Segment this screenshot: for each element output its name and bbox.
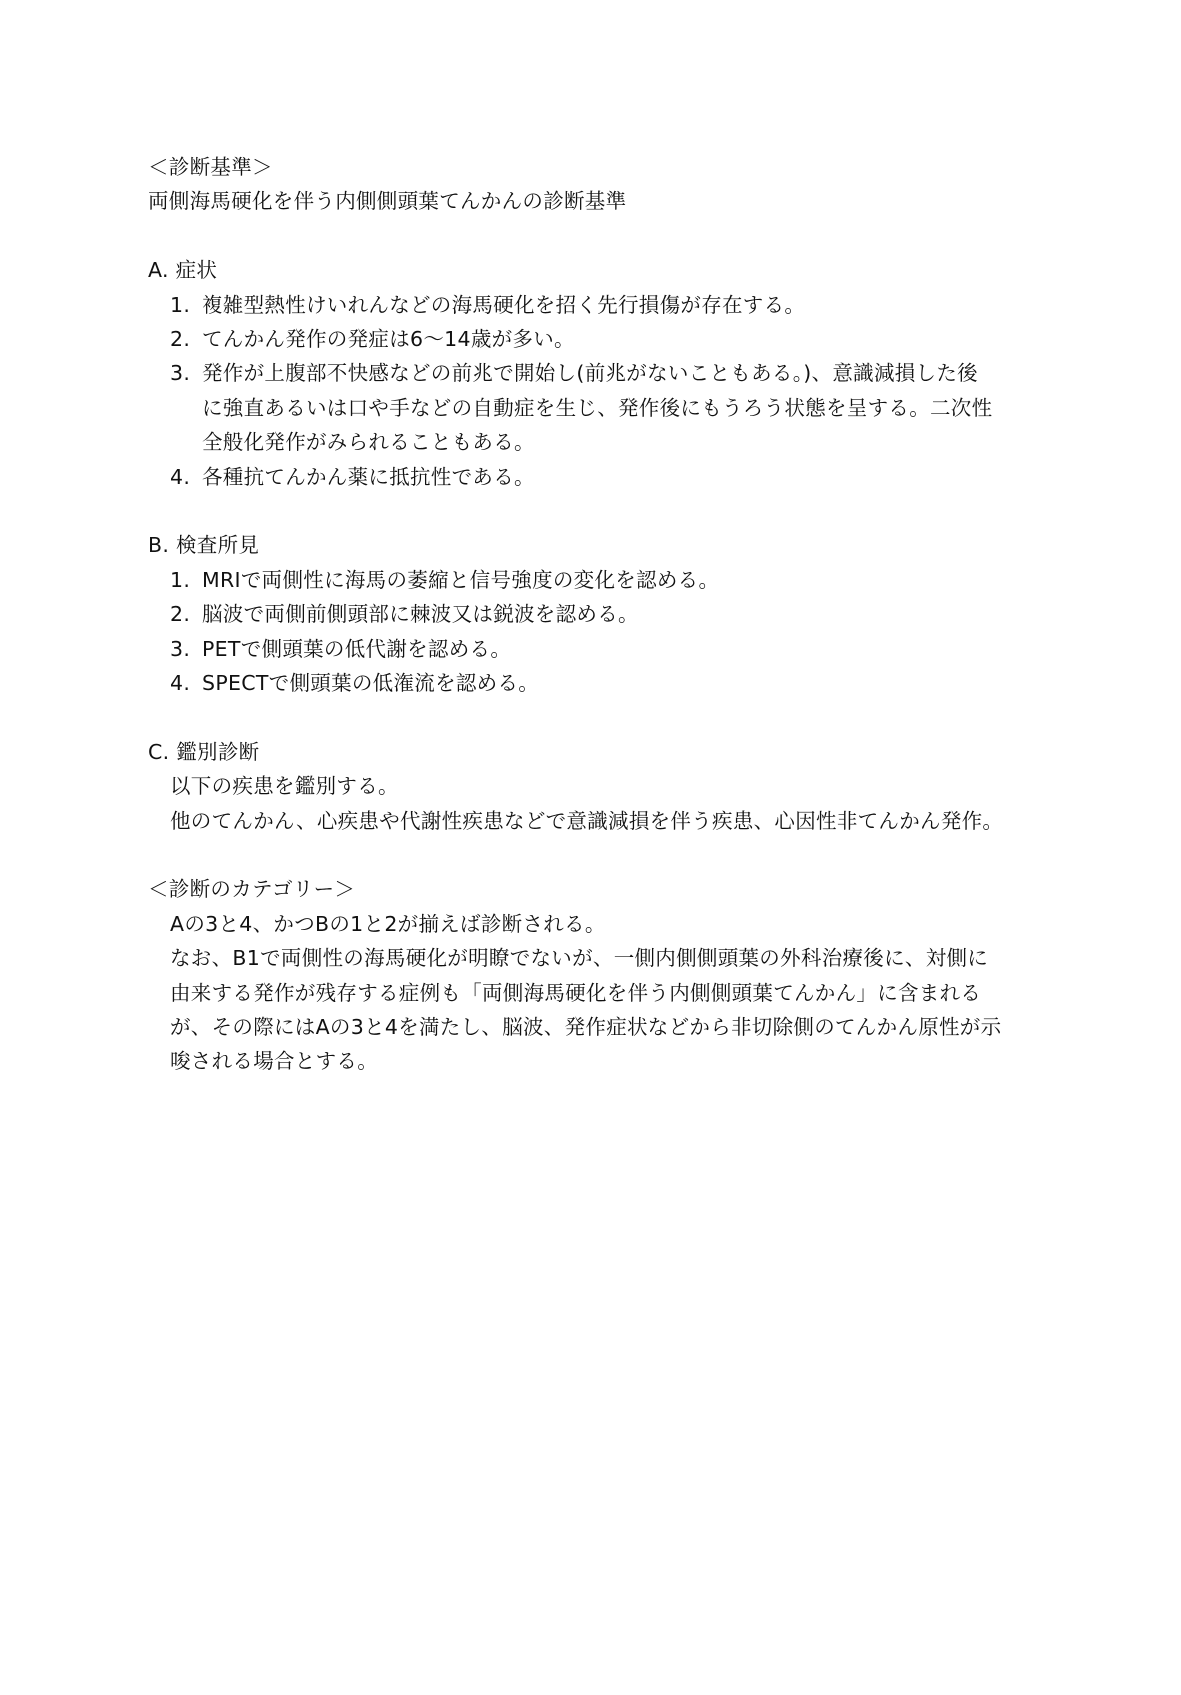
finding-item-2: 2. 脳波で両側前側頭部に棘波又は鋭波を認める。 bbox=[170, 602, 639, 627]
symptom-item-3-line-2: に強直あるいは口や手などの自動症を生じ、発作後にもうろう状態を呈する。二次性 bbox=[202, 395, 993, 420]
section-title: ＜診断基準＞ bbox=[148, 155, 273, 179]
symptoms-heading: A. 症状 bbox=[148, 258, 218, 283]
category-line-1: Aの3と4、かつBの1と2が揃えば診断される。 bbox=[170, 911, 606, 936]
category-heading: ＜診断のカテゴリー＞ bbox=[148, 877, 356, 902]
symptom-item-3-line-1: 発作が上腹部不快感などの前兆で開始し(前兆がないこともある。)、意識減損した後 bbox=[202, 361, 978, 386]
differential-line-1: 以下の疾患を鑑別する。 bbox=[170, 774, 399, 799]
finding-item-4: 4. SPECTで側頭葉の低潅流を認める。 bbox=[170, 671, 540, 695]
finding-item-3: 3. PETで側頭葉の低代謝を認める。 bbox=[170, 636, 512, 661]
symptom-item-3: 3. 発作が上腹部不快感などの前兆で開始し(前兆がないこともある。)、意識減損した後 に強直あるいは口や手などの自動症を生じ、発作後にもうろう状態を呈する。二次性 全般化発作がみられることもある。 bbox=[148, 356, 1048, 459]
symptom-item-3-line-3: 全般化発作がみられることもある。 bbox=[202, 430, 535, 455]
symptom-item-1: 1. 複雑型熱性けいれんなどの海馬硬化を招く先行損傷が存在する。 bbox=[170, 292, 806, 317]
category-line-4: が、その際にはAの3と4を満たし、脳波、発作症状などから非切除側のてんかん原性が示 bbox=[170, 1014, 1002, 1039]
differential-line-2: 他のてんかん、心疾患や代謝性疾患などで意識減損を伴う疾患、心因性非てんかん発作。 bbox=[170, 808, 1004, 833]
findings-heading: B. 検査所見 bbox=[148, 533, 260, 558]
category-line-3: 由来する発作が残存する症例も「両側海馬硬化を伴う内側側頭葉てんかん」に含まれる bbox=[170, 980, 982, 1005]
symptom-item-2: 2. てんかん発作の発症は6～14歳が多い。 bbox=[170, 326, 575, 351]
document-subtitle: 両側海馬硬化を伴う内側側頭葉てんかんの診断基準 bbox=[148, 189, 627, 214]
differential-heading: C. 鑑別診断 bbox=[148, 739, 260, 764]
symptom-item-4: 4. 各種抗てんかん薬に抵抗性である。 bbox=[170, 464, 535, 489]
category-line-2: なお、B1で両側性の海馬硬化が明瞭でないが、一側内側側頭葉の外科治療後に、対側に bbox=[170, 946, 989, 971]
category-line-5: 唆される場合とする。 bbox=[170, 1049, 378, 1074]
finding-item-1: 1. MRIで両側性に海馬の萎縮と信号強度の変化を認める。 bbox=[170, 567, 720, 592]
document-body bbox=[148, 150, 1048, 1079]
